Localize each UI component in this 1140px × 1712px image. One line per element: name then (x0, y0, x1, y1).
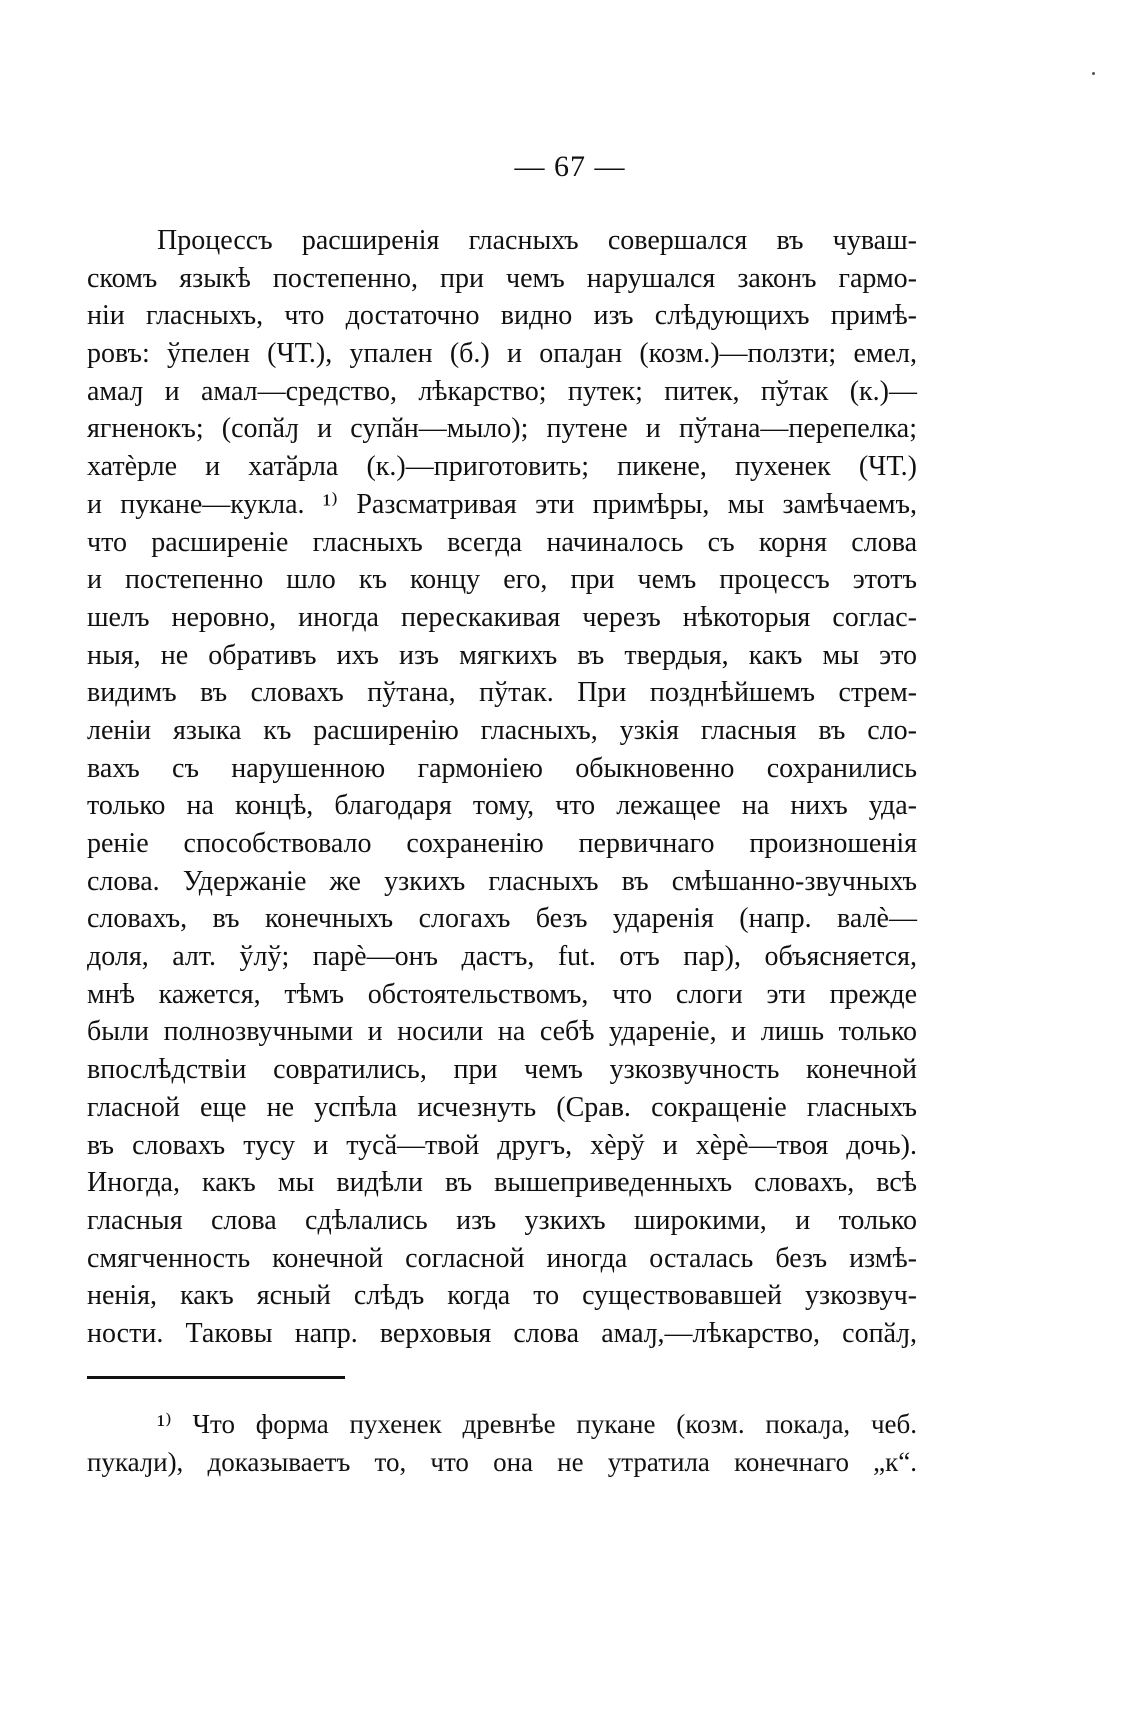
text-line: реніе способствовало сохраненію первичнаго произношенія (87, 828, 917, 859)
text-line: Процессъ расширенія гласныхъ совершался въ чуваш- (157, 225, 917, 256)
text-line: амаԓ и амал—средство, лѣкарство; путек; питек, пўтак (к.)— (87, 375, 917, 407)
text-line: смягченность конечной согласной иногда осталась безъ измѣ- (87, 1242, 917, 1274)
text-line: ягненокъ; (сопӑԓ и супӑн—мыло); путене и пўтана—перепелка; (87, 413, 917, 445)
text-line: впослѣдствіи совратились, при чемъ узкозвучность конечной (87, 1054, 917, 1086)
footnote (87, 1405, 917, 1481)
text-line: словахъ, въ конечныхъ слогахъ безъ ударенія (напр. валѐ— (87, 903, 917, 935)
text-line: только на концѣ, благодаря тому, что лежащее на нихъ уда- (87, 790, 917, 822)
footnote-divider (87, 1376, 345, 1379)
text-line: ніи гласныхъ, что достаточно видно изъ слѣдующихъ примѣ- (87, 300, 917, 332)
text-line: ности. Таковы напр. верховыя слова амаԓ,—лѣкарство, сопӑԓ, (87, 1317, 917, 1349)
text-line: что расширеніе гласныхъ всегда начиналось съ корня слова (87, 526, 917, 558)
text-line: ненія, какъ ясный слѣдъ когда то существовавшей узкозвуч- (87, 1280, 917, 1312)
text-line: въ словахъ тусу и тусӑ—твой другъ, хѐрў и хѐрѐ—твоя дочь). (87, 1129, 917, 1161)
text-line: и пукане—кукла. ¹⁾ Разсматривая эти примѣры, мы замѣчаемъ, (87, 488, 917, 520)
text-line: шелъ неровно, иногда перескакивая черезъ нѣкоторыя соглас- (87, 601, 917, 633)
text-line: вахъ съ нарушенною гармоніею обыкновенно сохранились (87, 752, 917, 784)
margin-speck (1092, 72, 1095, 75)
text-line: слова. Удержаніе же узкихъ гласныхъ въ смѣшанно-звучныхъ (87, 865, 917, 897)
text-line: скомъ языкѣ постепенно, при чемъ нарушался законъ гармо- (87, 262, 917, 294)
text-line: гласной еще не успѣла исчезнуть (Срав. сокращеніе гласныхъ (87, 1091, 917, 1123)
text-line: Иногда, какъ мы видѣли въ вышеприведенныхъ словахъ, всѣ (87, 1167, 917, 1199)
main-text (87, 222, 917, 1353)
text-line: леніи языка къ расширенію гласныхъ, узкія гласныя въ сло- (87, 714, 917, 746)
footnote-line: ¹⁾ Что форма пухенек древнѣе пукане (козм. покаԓа, чеб. (157, 1409, 917, 1439)
text-line: гласныя слова сдѣлались изъ узкихъ широкими, и только (87, 1204, 917, 1236)
text-line: мнѣ кажется, тѣмъ обстоятельствомъ, что слоги эти прежде (87, 978, 917, 1010)
text-line: ровъ: ўпелен (ЧТ.), упален (б.) и опаԓан (козм.)—ползти; емел, (87, 338, 917, 370)
text-line: хатѐрле и хатӑрла (к.)—приготовить; пикене, пухенек (ЧТ.) (87, 451, 917, 483)
page-number: — 67 — (514, 150, 626, 183)
text-line: видимъ въ словахъ пўтана, пўтак. При позднѣйшемъ стрем- (87, 677, 917, 709)
text-line: и постепенно шло къ концу его, при чемъ процессъ этотъ (87, 564, 917, 596)
footnote-line: пукаԓи), доказываетъ то, что она не утратила конечнаго „к“. (87, 1447, 917, 1477)
text-line: ныя, не обративъ ихъ изъ мягкихъ въ твердыя, какъ мы это (87, 639, 917, 671)
text-line: были полнозвучными и носили на себѣ удареніе, и лишь только (87, 1016, 917, 1048)
text-line: доля, алт. ўлў; парѐ—онъ дастъ, fut. отъ пар), объясняется, (87, 941, 917, 973)
